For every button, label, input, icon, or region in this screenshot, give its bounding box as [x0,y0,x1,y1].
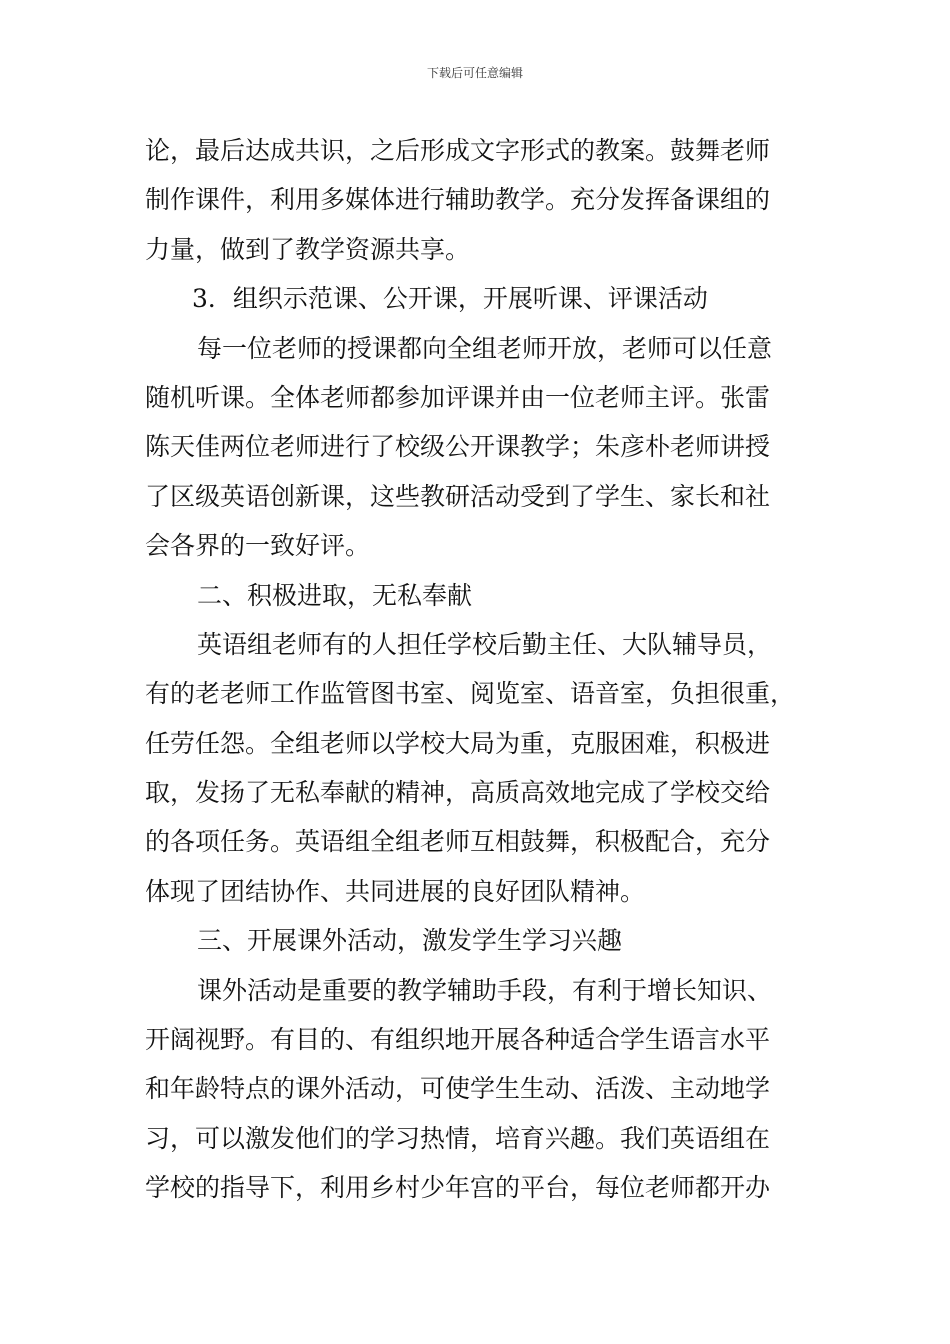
document-body [145,126,810,1213]
body-line: 习，可以激发他们的学习热情，培育兴趣。我们英语组在 [145,1123,771,1153]
body-line: 学校的指导下，利用乡村少年宫的平台，每位老师都开办 [145,1173,771,1203]
body-line: 任劳任怨。全组老师以学校大局为重，克服困难，积极进 [145,728,771,758]
section-heading: 二、积极进取，无私奉献 [197,580,473,610]
body-line: 有的老老师工作监管图书室、阅览室、语音室，负担很重， [145,679,796,709]
body-line: 陈天佳两位老师进行了校级公开课教学；朱彦朴老师讲授 [145,432,771,462]
body-line: 和年龄特点的课外活动，可使学生生动、活泼、主动地学 [145,1074,771,1104]
body-line: 了区级英语创新课，这些教研活动受到了学生、家长和社 [145,481,771,511]
page-header: 下载后可任意编辑 [426,66,523,80]
paragraph-first-line: 英语组老师有的人担任学校后勤主任、大队辅导员， [197,629,773,659]
body-line: 开阔视野。有目的、有组织地开展各种适合学生语言水平 [145,1025,771,1055]
body-line: 的各项任务。英语组全组老师互相鼓舞，积极配合，充分 [145,827,771,857]
body-line: 体现了团结协作、共同进展的良好团队精神。 [145,876,646,906]
body-line: 取，发扬了无私奉献的精神，高质高效地完成了学校交给 [145,778,771,808]
body-line: 论，最后达成共识，之后形成文字形式的教案。鼓舞老师 [145,136,771,165]
body-line: 力量，做到了教学资源共享。 [145,234,471,264]
body-line: 会各界的一致好评。 [145,531,371,561]
section-heading: 3．组织示范课、公开课，开展听课、评课活动 [192,284,708,314]
body-line: 随机听课。全体老师都参加评课并由一位老师主评。张雷 [145,382,771,412]
paragraph-first-line: 课外活动是重要的教学辅助手段，有利于增长知识、 [197,975,773,1005]
section-heading: 三、开展课外活动，激发学生学习兴趣 [197,926,623,956]
body-line: 制作课件，利用多媒体进行辅助教学。充分发挥备课组的 [145,185,771,215]
paragraph-first-line: 每一位老师的授课都向全组老师开放，老师可以任意 [197,333,773,363]
